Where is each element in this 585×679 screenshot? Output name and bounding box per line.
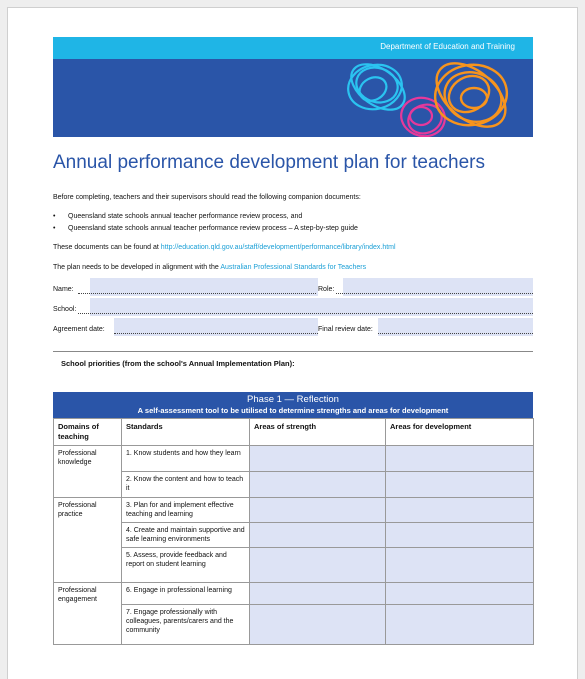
development-input-cell[interactable]	[386, 497, 534, 522]
school-label: School:	[53, 306, 77, 313]
standard-cell: 6. Engage in professional learning	[122, 582, 250, 604]
bullet-icon: •	[53, 213, 56, 220]
development-input-cell[interactable]	[386, 547, 534, 582]
role-label: Role:	[318, 286, 335, 293]
development-input-cell[interactable]	[386, 445, 534, 471]
page-title: Annual performance development plan for teachers	[53, 152, 485, 173]
final-review-date-input[interactable]	[378, 333, 533, 334]
document-list-item: • Queensland state schools annual teacher performance review process – A step-by-step guide	[53, 225, 358, 232]
table-row	[54, 604, 534, 644]
role-input[interactable]	[336, 293, 533, 294]
standard-cell: 7. Engage professionally with colleagues, parents/carers and the community	[122, 604, 250, 644]
standard-cell: 1. Know students and how they learn	[122, 445, 250, 471]
school-input[interactable]	[78, 313, 533, 314]
strength-input-cell[interactable]	[250, 497, 386, 522]
scribble-circles-graphic	[53, 37, 533, 137]
standard-cell: 3. Plan for and implement effective teaching and learning	[122, 497, 250, 522]
development-input-cell[interactable]	[386, 471, 534, 497]
column-header: Areas for development	[386, 419, 534, 446]
name-input[interactable]	[78, 293, 316, 294]
reflection-table	[53, 418, 534, 645]
standard-cell: 2. Know the content and how to teach it	[122, 471, 250, 497]
standard-cell: 4. Create and maintain supportive and safe learning environments	[122, 522, 250, 547]
table-row	[54, 445, 534, 471]
column-header: Domains of teaching	[54, 419, 122, 446]
strength-input-cell[interactable]	[250, 471, 386, 497]
professional-standards-link[interactable]: Australian Professional Standards for Teachers	[220, 264, 367, 271]
final-review-date-label: Final review date:	[318, 326, 373, 333]
table-row	[54, 471, 534, 497]
school-priorities-box[interactable]	[53, 351, 533, 389]
strength-input-cell[interactable]	[250, 604, 386, 644]
domain-cell: Professional practice	[54, 497, 122, 582]
phase-subtitle: A self-assessment tool to be utilised to determine strengths and areas for development	[137, 406, 449, 415]
department-name: Department of Education and Training	[380, 42, 515, 51]
agreement-date-label: Agreement date:	[53, 326, 105, 333]
intro-text: Before completing, teachers and their supervisors should read the following companion documents:	[53, 194, 361, 201]
development-input-cell[interactable]	[386, 604, 534, 644]
bullet-icon: •	[53, 225, 56, 232]
development-input-cell[interactable]	[386, 582, 534, 604]
alignment-line: The plan needs to be developed in alignment with the Australian Professional Standards for Teachers	[53, 264, 367, 271]
development-input-cell[interactable]	[386, 522, 534, 547]
strength-input-cell[interactable]	[250, 522, 386, 547]
document-page	[7, 7, 578, 679]
name-label: Name:	[53, 286, 74, 293]
table-header-row	[54, 419, 534, 446]
agreement-date-input[interactable]	[114, 333, 318, 334]
school-priorities-label: School priorities (from the school's Annual Implementation Plan):	[61, 359, 295, 368]
strength-input-cell[interactable]	[250, 445, 386, 471]
phase-header	[53, 392, 533, 418]
table-row	[54, 582, 534, 604]
column-header: Standards	[122, 419, 250, 446]
domain-cell: Professional engagement	[54, 582, 122, 644]
strength-input-cell[interactable]	[250, 547, 386, 582]
domain-cell: Professional knowledge	[54, 445, 122, 497]
found-at-line: These documents can be found at http://education.qld.gov.au/staff/development/performance/library/index.html	[53, 244, 396, 251]
table-row	[54, 497, 534, 522]
documents-library-link[interactable]: http://education.qld.gov.au/staff/development/performance/library/index.html	[160, 244, 396, 251]
standard-cell: 5. Assess, provide feedback and report on student learning	[122, 547, 250, 582]
table-row	[54, 522, 534, 547]
document-list-item: • Queensland state schools annual teacher performance review process, and	[53, 213, 303, 220]
strength-input-cell[interactable]	[250, 582, 386, 604]
header-banner	[53, 37, 533, 137]
table-row	[54, 547, 534, 582]
column-header: Areas of strength	[250, 419, 386, 446]
phase-title: Phase 1 — Reflection	[247, 394, 339, 405]
